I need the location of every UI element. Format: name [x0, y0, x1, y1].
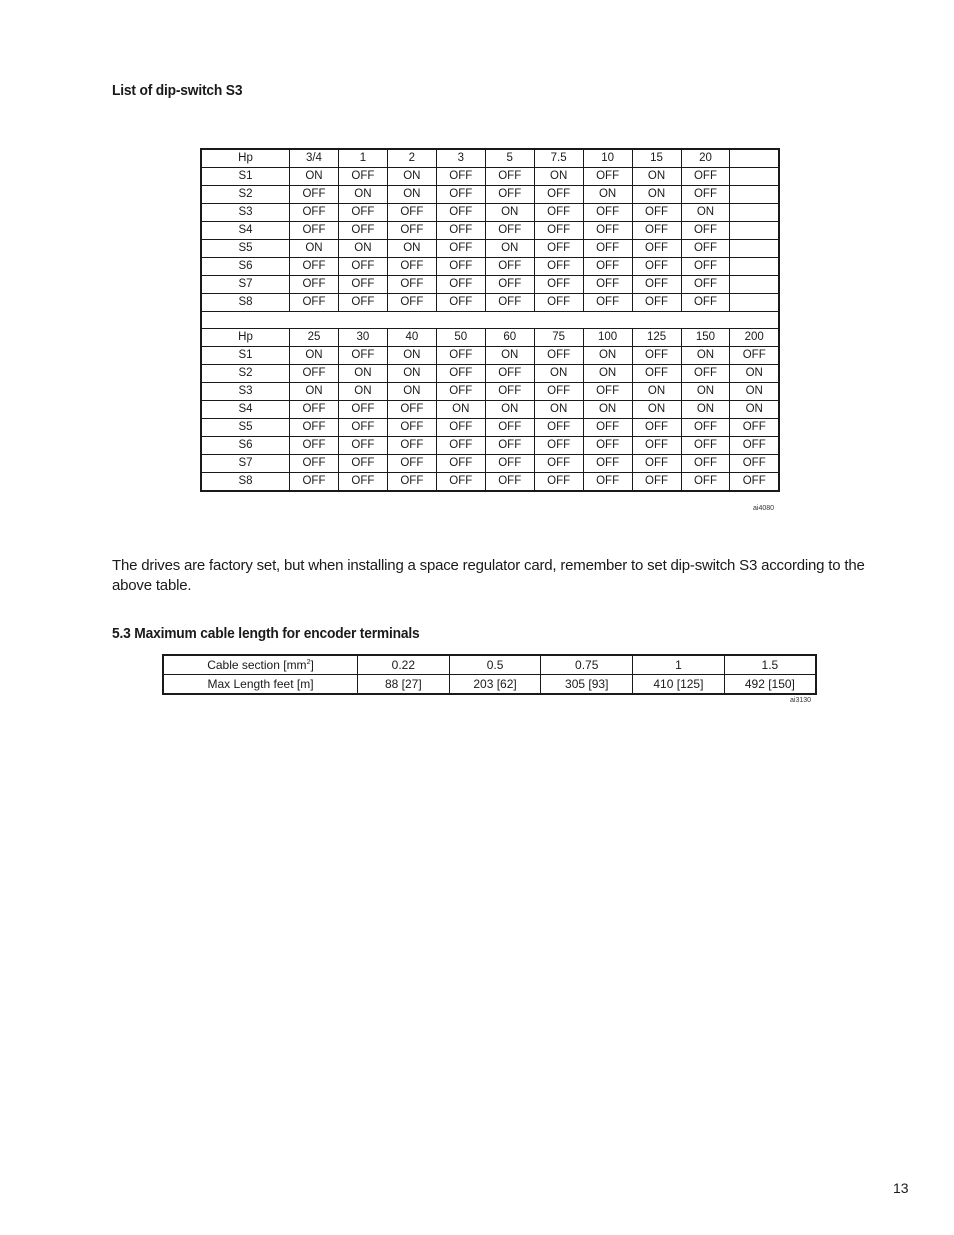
- switch-state-cell: OFF: [583, 204, 632, 222]
- switch-state-cell: OFF: [730, 437, 779, 455]
- switch-state-cell: OFF: [338, 168, 387, 186]
- switch-state-cell: OFF: [534, 419, 583, 437]
- switch-state-cell: [730, 204, 779, 222]
- hp-value-cell: 125: [632, 329, 681, 347]
- switch-state-cell: OFF: [632, 473, 681, 492]
- hp-value-cell: 150: [681, 329, 730, 347]
- dip-switch-table: [200, 148, 780, 492]
- switch-state-cell: OFF: [730, 455, 779, 473]
- switch-state-cell: OFF: [681, 455, 730, 473]
- switch-state-cell: OFF: [485, 276, 534, 294]
- switch-state-cell: [730, 258, 779, 276]
- switch-state-cell: ON: [387, 186, 436, 204]
- switch-state-cell: OFF: [681, 258, 730, 276]
- switch-label: S2: [201, 365, 290, 383]
- switch-state-cell: ON: [730, 383, 779, 401]
- dip-switch-table-body: [201, 149, 779, 491]
- factory-setting-paragraph: The drives are factory set, but when installing a space regulator card, remember to set dip-switch S3 according to the above table.: [112, 557, 865, 594]
- switch-state-cell: OFF: [534, 347, 583, 365]
- switch-state-cell: OFF: [583, 276, 632, 294]
- switch-state-cell: OFF: [338, 347, 387, 365]
- switch-state-cell: OFF: [681, 294, 730, 312]
- switch-state-cell: OFF: [338, 419, 387, 437]
- hp-value-cell: 3: [436, 149, 485, 168]
- switch-state-cell: OFF: [436, 168, 485, 186]
- cable-section-cell: 1.5: [724, 655, 816, 675]
- switch-row: [201, 168, 779, 186]
- switch-state-cell: OFF: [387, 455, 436, 473]
- switch-state-cell: OFF: [436, 240, 485, 258]
- switch-state-cell: OFF: [534, 222, 583, 240]
- heading-dip-switch-list: List of dip-switch S3: [112, 82, 243, 99]
- switch-state-cell: OFF: [290, 437, 339, 455]
- switch-state-cell: OFF: [290, 276, 339, 294]
- cable-section-label: Cable section $[mm^2]$: [163, 655, 358, 675]
- switch-row: [201, 276, 779, 294]
- switch-state-cell: OFF: [681, 222, 730, 240]
- switch-state-cell: OFF: [387, 473, 436, 492]
- switch-state-cell: ON: [485, 204, 534, 222]
- switch-state-cell: OFF: [534, 473, 583, 492]
- hp-value-cell: 15: [632, 149, 681, 168]
- switch-state-cell: ON: [387, 240, 436, 258]
- switch-state-cell: OFF: [436, 383, 485, 401]
- switch-state-cell: ON: [338, 186, 387, 204]
- switch-row: [201, 240, 779, 258]
- switch-state-cell: ON: [387, 347, 436, 365]
- hp-value-cell: 200: [730, 329, 779, 347]
- hp-value-cell: 50: [436, 329, 485, 347]
- switch-state-cell: OFF: [485, 186, 534, 204]
- switch-label: S6: [201, 258, 290, 276]
- max-length-cell: 203 [62]: [449, 675, 541, 695]
- hp-value-cell: 7.5: [534, 149, 583, 168]
- max-length-cell: 88 [27]: [358, 675, 450, 695]
- switch-row: [201, 347, 779, 365]
- switch-label: S2: [201, 186, 290, 204]
- spacer-cell: [201, 312, 779, 329]
- max-length-cell: 305 [93]: [541, 675, 633, 695]
- switch-state-cell: OFF: [485, 437, 534, 455]
- switch-state-cell: OFF: [632, 240, 681, 258]
- switch-state-cell: ON: [583, 401, 632, 419]
- hp-value-cell: [730, 149, 779, 168]
- switch-state-cell: ON: [681, 204, 730, 222]
- switch-label: S5: [201, 419, 290, 437]
- switch-state-cell: OFF: [436, 276, 485, 294]
- switch-state-cell: OFF: [485, 383, 534, 401]
- switch-state-cell: OFF: [534, 455, 583, 473]
- switch-state-cell: ON: [681, 347, 730, 365]
- switch-state-cell: OFF: [290, 186, 339, 204]
- switch-row: [201, 455, 779, 473]
- switch-state-cell: OFF: [290, 365, 339, 383]
- switch-state-cell: OFF: [534, 383, 583, 401]
- switch-state-cell: OFF: [583, 222, 632, 240]
- switch-state-cell: OFF: [534, 437, 583, 455]
- switch-state-cell: OFF: [387, 258, 436, 276]
- switch-state-cell: OFF: [387, 437, 436, 455]
- switch-label: S1: [201, 347, 290, 365]
- table-spacer-row: [201, 312, 779, 329]
- switch-label: S3: [201, 383, 290, 401]
- hp-header-row: [201, 149, 779, 168]
- switch-state-cell: OFF: [338, 455, 387, 473]
- cable-section-cell: 0.22: [358, 655, 450, 675]
- superscript: 2: [306, 659, 311, 666]
- switch-state-cell: OFF: [583, 419, 632, 437]
- switch-state-cell: OFF: [436, 437, 485, 455]
- switch-state-cell: OFF: [387, 222, 436, 240]
- hp-value-cell: 20: [681, 149, 730, 168]
- cable-section-cell: 0.75: [541, 655, 633, 675]
- switch-label: S7: [201, 276, 290, 294]
- switch-state-cell: [730, 240, 779, 258]
- switch-row: [201, 294, 779, 312]
- switch-state-cell: OFF: [290, 473, 339, 492]
- switch-state-cell: ON: [290, 240, 339, 258]
- switch-state-cell: ON: [338, 365, 387, 383]
- switch-state-cell: [730, 222, 779, 240]
- switch-state-cell: ON: [387, 168, 436, 186]
- cable-section-row: [163, 655, 816, 675]
- switch-state-cell: OFF: [485, 365, 534, 383]
- switch-state-cell: OFF: [632, 222, 681, 240]
- cable-section-cell: 1: [633, 655, 725, 675]
- switch-state-cell: [730, 168, 779, 186]
- switch-state-cell: OFF: [290, 294, 339, 312]
- switch-state-cell: ON: [436, 401, 485, 419]
- switch-state-cell: OFF: [338, 276, 387, 294]
- switch-state-cell: OFF: [338, 294, 387, 312]
- max-length-cell: 492 [150]: [724, 675, 816, 695]
- hp-value-cell: 3/4: [290, 149, 339, 168]
- switch-state-cell: ON: [583, 347, 632, 365]
- switch-state-cell: OFF: [436, 186, 485, 204]
- switch-state-cell: ON: [290, 168, 339, 186]
- switch-state-cell: OFF: [583, 168, 632, 186]
- switch-state-cell: ON: [387, 383, 436, 401]
- switch-state-cell: OFF: [534, 276, 583, 294]
- switch-state-cell: OFF: [436, 419, 485, 437]
- switch-state-cell: OFF: [436, 222, 485, 240]
- switch-state-cell: OFF: [534, 240, 583, 258]
- switch-state-cell: OFF: [338, 204, 387, 222]
- switch-state-cell: OFF: [338, 473, 387, 492]
- hp-value-cell: 100: [583, 329, 632, 347]
- switch-state-cell: OFF: [290, 419, 339, 437]
- switch-row: [201, 473, 779, 492]
- switch-row: [201, 258, 779, 276]
- page-number: 13: [893, 1180, 909, 1196]
- hp-value-cell: 5: [485, 149, 534, 168]
- switch-state-cell: OFF: [681, 365, 730, 383]
- switch-state-cell: ON: [681, 383, 730, 401]
- hp-value-cell: 30: [338, 329, 387, 347]
- hp-value-cell: 10: [583, 149, 632, 168]
- switch-state-cell: ON: [338, 383, 387, 401]
- switch-state-cell: OFF: [681, 437, 730, 455]
- switch-state-cell: OFF: [290, 222, 339, 240]
- switch-state-cell: OFF: [583, 258, 632, 276]
- switch-state-cell: OFF: [290, 455, 339, 473]
- switch-state-cell: OFF: [436, 347, 485, 365]
- switch-label: S4: [201, 222, 290, 240]
- switch-state-cell: OFF: [632, 347, 681, 365]
- switch-state-cell: OFF: [338, 401, 387, 419]
- switch-state-cell: OFF: [583, 294, 632, 312]
- hp-value-cell: 2: [387, 149, 436, 168]
- switch-state-cell: OFF: [338, 258, 387, 276]
- switch-state-cell: ON: [730, 401, 779, 419]
- switch-state-cell: OFF: [632, 365, 681, 383]
- switch-state-cell: OFF: [681, 168, 730, 186]
- switch-state-cell: ON: [681, 401, 730, 419]
- switch-state-cell: OFF: [436, 455, 485, 473]
- switch-state-cell: OFF: [485, 168, 534, 186]
- switch-row: [201, 186, 779, 204]
- switch-state-cell: OFF: [534, 294, 583, 312]
- switch-row: [201, 401, 779, 419]
- switch-state-cell: ON: [387, 365, 436, 383]
- switch-state-cell: OFF: [681, 419, 730, 437]
- max-length-row: [163, 675, 816, 695]
- switch-state-cell: ON: [632, 168, 681, 186]
- switch-state-cell: OFF: [632, 419, 681, 437]
- switch-row: [201, 419, 779, 437]
- switch-state-cell: OFF: [436, 473, 485, 492]
- switch-state-cell: OFF: [632, 455, 681, 473]
- switch-state-cell: ON: [485, 240, 534, 258]
- switch-state-cell: [730, 276, 779, 294]
- switch-state-cell: OFF: [387, 204, 436, 222]
- switch-state-cell: OFF: [534, 204, 583, 222]
- switch-state-cell: OFF: [436, 294, 485, 312]
- switch-state-cell: [730, 294, 779, 312]
- max-length-cell: 410 [125]: [633, 675, 725, 695]
- switch-state-cell: OFF: [436, 258, 485, 276]
- switch-state-cell: OFF: [338, 222, 387, 240]
- switch-state-cell: OFF: [387, 294, 436, 312]
- switch-state-cell: OFF: [436, 204, 485, 222]
- hp-value-cell: 75: [534, 329, 583, 347]
- hp-label: Hp: [201, 329, 290, 347]
- switch-state-cell: ON: [583, 186, 632, 204]
- hp-value-cell: 40: [387, 329, 436, 347]
- switch-state-cell: ON: [338, 240, 387, 258]
- switch-row: [201, 365, 779, 383]
- switch-state-cell: OFF: [730, 347, 779, 365]
- switch-label: S1: [201, 168, 290, 186]
- switch-row: [201, 204, 779, 222]
- heading-cable-length: 5.3 Maximum cable length for encoder terminals: [112, 625, 420, 642]
- hp-header-row: [201, 329, 779, 347]
- dip-table-reference: ai4080: [753, 505, 775, 512]
- switch-state-cell: OFF: [681, 473, 730, 492]
- switch-state-cell: [730, 186, 779, 204]
- switch-state-cell: OFF: [485, 455, 534, 473]
- switch-state-cell: OFF: [485, 222, 534, 240]
- switch-label: S4: [201, 401, 290, 419]
- switch-state-cell: OFF: [632, 276, 681, 294]
- switch-state-cell: ON: [534, 365, 583, 383]
- switch-state-cell: ON: [534, 168, 583, 186]
- switch-state-cell: OFF: [632, 437, 681, 455]
- switch-state-cell: OFF: [534, 258, 583, 276]
- switch-state-cell: OFF: [730, 473, 779, 492]
- switch-state-cell: OFF: [632, 294, 681, 312]
- switch-state-cell: OFF: [681, 240, 730, 258]
- switch-state-cell: OFF: [485, 473, 534, 492]
- switch-state-cell: ON: [290, 347, 339, 365]
- cable-section-cell: 0.5: [449, 655, 541, 675]
- switch-state-cell: OFF: [583, 473, 632, 492]
- switch-row: [201, 383, 779, 401]
- switch-state-cell: OFF: [485, 258, 534, 276]
- switch-state-cell: OFF: [338, 437, 387, 455]
- switch-row: [201, 222, 779, 240]
- switch-state-cell: OFF: [534, 186, 583, 204]
- switch-label: S8: [201, 473, 290, 492]
- switch-state-cell: OFF: [485, 294, 534, 312]
- switch-state-cell: OFF: [436, 365, 485, 383]
- switch-state-cell: OFF: [583, 383, 632, 401]
- max-length-label: Max Length feet [m]: [163, 675, 358, 695]
- switch-state-cell: OFF: [387, 401, 436, 419]
- switch-state-cell: OFF: [681, 276, 730, 294]
- switch-state-cell: OFF: [681, 186, 730, 204]
- switch-state-cell: ON: [534, 401, 583, 419]
- switch-state-cell: ON: [583, 365, 632, 383]
- switch-label: S5: [201, 240, 290, 258]
- switch-state-cell: ON: [632, 401, 681, 419]
- switch-state-cell: ON: [730, 365, 779, 383]
- switch-state-cell: ON: [632, 186, 681, 204]
- switch-state-cell: OFF: [632, 204, 681, 222]
- switch-state-cell: OFF: [583, 455, 632, 473]
- hp-value-cell: 60: [485, 329, 534, 347]
- switch-state-cell: OFF: [387, 419, 436, 437]
- switch-state-cell: OFF: [583, 240, 632, 258]
- switch-label: S8: [201, 294, 290, 312]
- switch-label: S6: [201, 437, 290, 455]
- hp-value-cell: 1: [338, 149, 387, 168]
- hp-label: Hp: [201, 149, 290, 168]
- switch-state-cell: ON: [485, 347, 534, 365]
- switch-state-cell: OFF: [485, 419, 534, 437]
- switch-state-cell: OFF: [730, 419, 779, 437]
- switch-state-cell: ON: [485, 401, 534, 419]
- switch-state-cell: OFF: [632, 258, 681, 276]
- switch-state-cell: OFF: [290, 401, 339, 419]
- switch-state-cell: OFF: [387, 276, 436, 294]
- cable-length-table: [162, 654, 817, 695]
- switch-label: S3: [201, 204, 290, 222]
- switch-state-cell: OFF: [583, 437, 632, 455]
- switch-state-cell: ON: [290, 383, 339, 401]
- switch-state-cell: ON: [632, 383, 681, 401]
- switch-state-cell: OFF: [290, 204, 339, 222]
- switch-state-cell: OFF: [290, 258, 339, 276]
- switch-row: [201, 437, 779, 455]
- cable-table-reference: ai3130: [790, 697, 812, 704]
- switch-label: S7: [201, 455, 290, 473]
- hp-value-cell: 25: [290, 329, 339, 347]
